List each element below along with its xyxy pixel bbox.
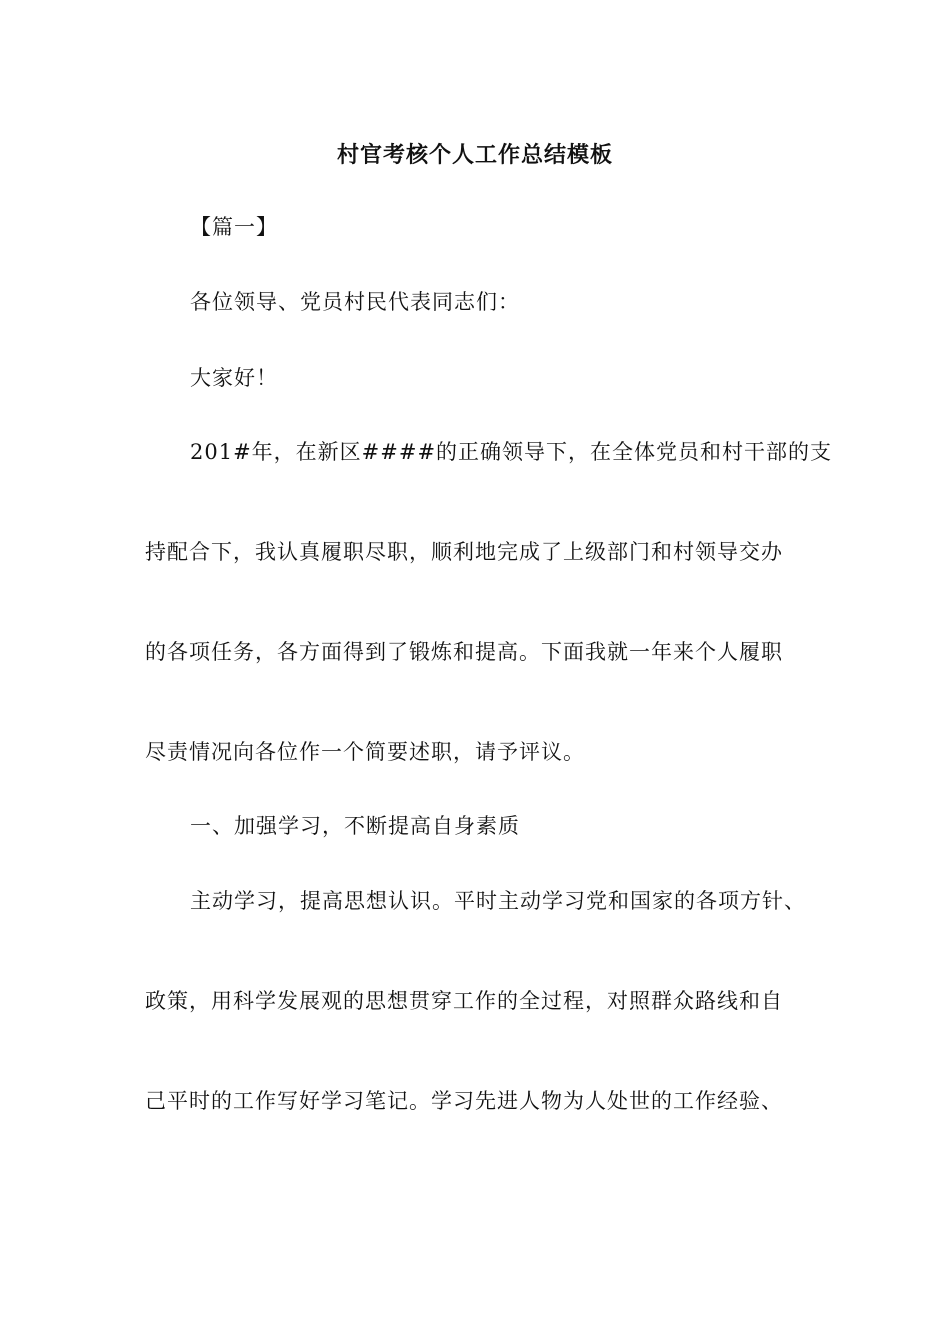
document-title: 村官考核个人工作总结模板: [336, 142, 613, 168]
salutation-line: 各位领导、党员村民代表同志们：: [190, 290, 520, 314]
paragraph-line: 主动学习，提高思想认识。平时主动学习党和国家的各项方针、: [190, 889, 806, 913]
paragraph-line: 政策，用科学发展观的思想贯穿工作的全过程，对照群众路线和自: [145, 989, 783, 1013]
paragraph-line: 尽责情况向各位作一个简要述职，请予评议。: [145, 740, 585, 764]
paragraph-line: 己平时的工作写好学习笔记。学习先进人物为人处世的工作经验、: [145, 1089, 783, 1113]
greeting-line: 大家好！: [190, 366, 278, 390]
section-heading: 一、加强学习，不断提高自身素质: [190, 814, 520, 838]
section-label: 【篇一】: [190, 215, 278, 239]
paragraph-line: 的各项任务，各方面得到了锻炼和提高。下面我就一年来个人履职: [145, 640, 783, 664]
paragraph-line: 持配合下，我认真履职尽职，顺利地完成了上级部门和村领导交办: [145, 540, 783, 564]
paragraph-line: 201#年，在新区####的正确领导下，在全体党员和村干部的支: [190, 440, 833, 464]
